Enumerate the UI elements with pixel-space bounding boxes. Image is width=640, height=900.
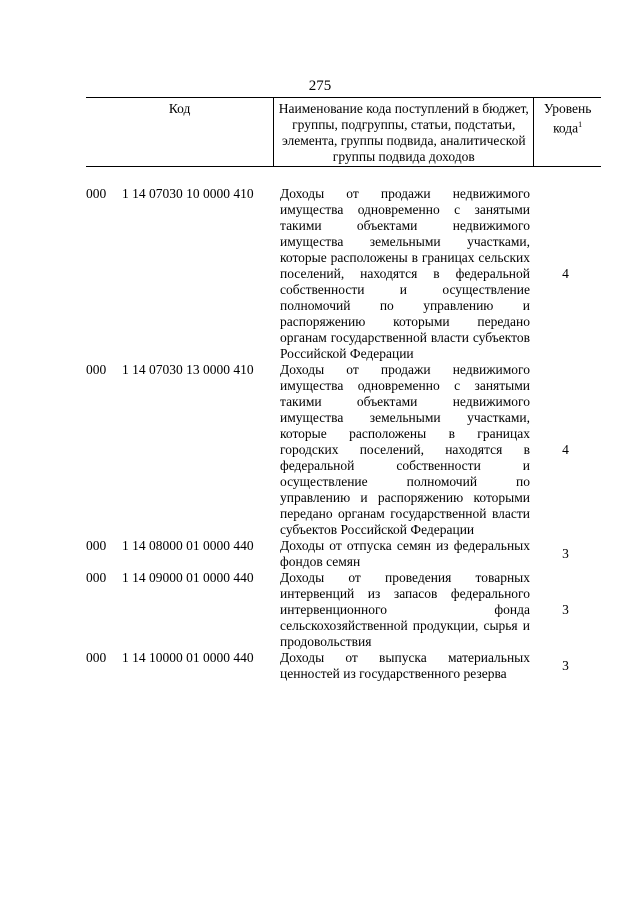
code-level: 3 bbox=[562, 602, 569, 617]
income-code: 1 14 07030 10 0000 410 bbox=[122, 186, 254, 201]
income-name: Доходы от продажи недвижимого имущества одновременно с занятыми такими объектами недвижимого имущества земельными участками, которые расположены в границах сельских поселений, находятся в федеральной собственности и осуществление полномочий по управлению и распоряжению которыми передано органам государственной власти субъектов Российской Федерации bbox=[280, 186, 530, 361]
admin-code: 000 bbox=[86, 362, 107, 377]
income-code: 1 14 07030 13 0000 410 bbox=[122, 362, 254, 377]
table-row bbox=[86, 186, 601, 362]
admin-code: 000 bbox=[86, 186, 107, 201]
income-name: Доходы от продажи недвижимого имущества одновременно с занятыми такими объектами недвижимого имущества земельными участками, которые расположены в границах городских поселений, находятся в федеральной собственности и осуществление полномочий по управлению и распоряжению которыми передано органам государственной власти субъектов Российской Федерации bbox=[280, 362, 530, 537]
income-name: Доходы от выпуска материальных ценностей из государственного резерва bbox=[280, 650, 530, 681]
income-code: 1 14 09000 01 0000 440 bbox=[122, 570, 254, 585]
table-row bbox=[86, 650, 601, 682]
code-level: 4 bbox=[562, 442, 569, 457]
header-level bbox=[534, 98, 601, 166]
code-level: 3 bbox=[562, 658, 569, 673]
code-level: 4 bbox=[562, 266, 569, 281]
header-name: Наименование кода поступлений в бюджет, группы, подгруппы, статьи, подстатьи, элемента, группы подвида, аналитической группы подвида доходов bbox=[274, 98, 534, 166]
header-level-footnote: 1 bbox=[578, 120, 583, 129]
code-level: 3 bbox=[562, 546, 569, 561]
admin-code: 000 bbox=[86, 570, 107, 585]
table-header bbox=[86, 97, 601, 167]
admin-code: 000 bbox=[86, 538, 107, 553]
income-name: Доходы от проведения товарных интервенций из запасов федерального интервенционного фонда сельскохозяйственной продукции, сырья и продовольствия bbox=[280, 570, 530, 649]
income-code: 1 14 08000 01 0000 440 bbox=[122, 538, 254, 553]
table-row bbox=[86, 362, 601, 538]
admin-code: 000 bbox=[86, 650, 107, 665]
table-row bbox=[86, 538, 601, 570]
income-code: 1 14 10000 01 0000 440 bbox=[122, 650, 254, 665]
header-code: Код bbox=[86, 98, 274, 166]
income-name: Доходы от отпуска семян из федеральных фондов семян bbox=[280, 538, 530, 569]
header-level-label: Уровень кода bbox=[543, 101, 592, 136]
page-number: 275 bbox=[308, 78, 332, 94]
table-row bbox=[86, 570, 601, 650]
table-body bbox=[86, 186, 601, 682]
